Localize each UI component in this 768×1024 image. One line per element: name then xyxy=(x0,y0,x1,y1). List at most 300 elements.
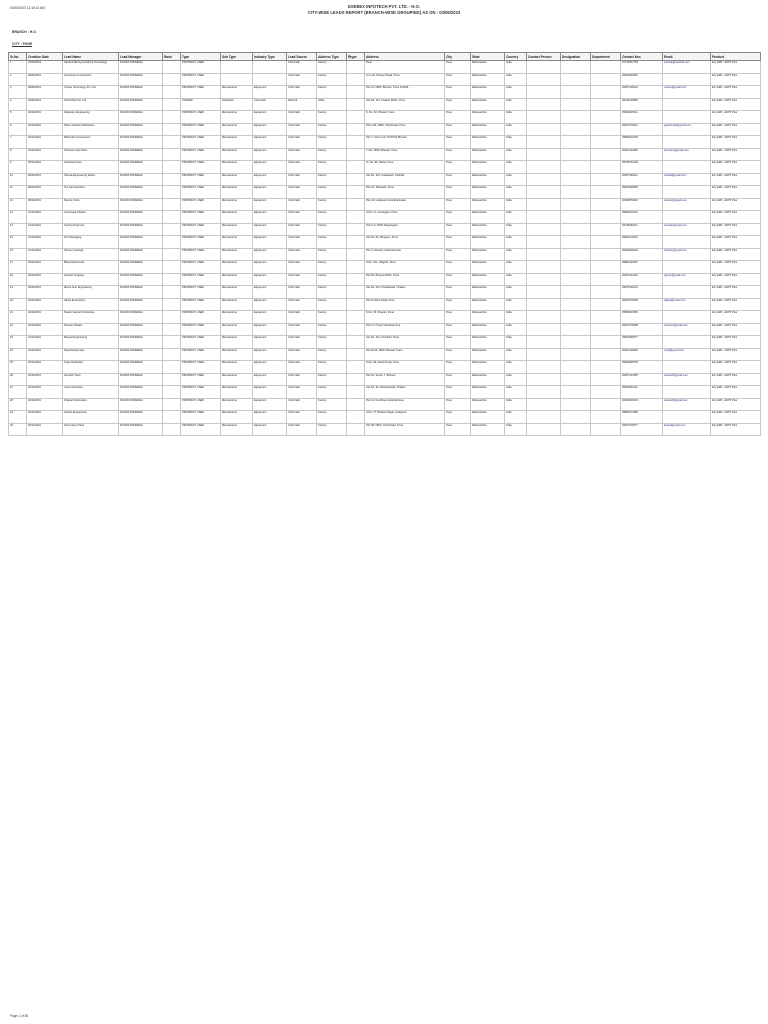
column-header: Industry Type xyxy=(253,53,287,61)
rank-cell xyxy=(163,173,181,186)
table-row xyxy=(9,186,761,199)
country-cell: India xyxy=(505,286,527,299)
lead-source-cell: Cold Calls xyxy=(287,161,317,174)
sub-type-cell: Manufacturer xyxy=(221,361,253,374)
city-cell: Pune xyxy=(445,73,471,86)
type-cell: PROSPECT USER xyxy=(181,411,221,424)
department-cell xyxy=(591,73,621,86)
address-type-cell: Factory xyxy=(317,136,347,149)
contact-person-cell xyxy=(527,136,561,149)
city-cell: Pune xyxy=(445,348,471,361)
table-row xyxy=(9,273,761,286)
state-cell: Maharashtra xyxy=(471,98,505,111)
lead-manager-cell: ROHINI PARDESHI xyxy=(119,411,163,424)
lead-name-cell: Shivam Castings xyxy=(63,248,119,261)
lead-source-cell: Cold Calls xyxy=(287,386,317,399)
contact-nos-cell: 02027120456 xyxy=(621,148,663,161)
lead-source-cell: Cold Calls xyxy=(287,186,317,199)
contact-nos-cell: 02027670055 xyxy=(621,298,663,311)
lead-source-cell: Cold Calls xyxy=(287,273,317,286)
city-cell: Pune xyxy=(445,111,471,124)
rank-cell xyxy=(163,411,181,424)
table-row xyxy=(9,211,761,224)
state-cell: Maharashtra xyxy=(471,148,505,161)
country-cell: India xyxy=(505,148,527,161)
type-cell: PROSPECT USER xyxy=(181,211,221,224)
type-cell: PROSPECT USER xyxy=(181,248,221,261)
address-cell: Plot 8, Dehu Road, Pune xyxy=(365,298,445,311)
sub-type-cell: Manufacturer xyxy=(221,423,253,436)
type-cell: PROSPECT USER xyxy=(181,161,221,174)
address-cell: S.No. 48, Alandi Road, Pune xyxy=(365,361,445,374)
department-cell xyxy=(591,136,621,149)
email-cell: shivam@gmail.com xyxy=(663,248,711,261)
column-header: Contact Person xyxy=(527,53,561,61)
designation-cell xyxy=(561,336,591,349)
state-cell: Maharashtra xyxy=(471,398,505,411)
table-row xyxy=(9,411,761,424)
contact-nos-cell: 09881234567 xyxy=(621,261,663,274)
department-cell xyxy=(591,386,621,399)
lead-manager-cell: ROHINI PARDESHI xyxy=(119,148,163,161)
address-cell: Plot W-14, MIDC Bhosari, Pune xyxy=(365,348,445,361)
address-cell: Plot 12, MIDC Bhosari, Pune 411026 xyxy=(365,86,445,99)
column-header: Country xyxy=(505,53,527,61)
lead-name-cell: Aditya Enterprises xyxy=(63,298,119,311)
creation-date-cell: 02/11/2019 xyxy=(27,123,63,136)
contact-person-cell xyxy=(527,286,561,299)
table-row xyxy=(9,361,761,374)
country-cell: India xyxy=(505,198,527,211)
lead-manager-cell: ROHINI PARDESHI xyxy=(119,386,163,399)
designation-cell xyxy=(561,398,591,411)
creation-date-cell: 02/11/2019 xyxy=(27,111,63,124)
contact-nos-cell: 09923345566 xyxy=(621,186,663,199)
lead-name-cell: Sai Enterprises xyxy=(63,161,119,174)
table-row xyxy=(9,261,761,274)
city-cell: Pune xyxy=(445,236,471,249)
address-type-cell: Factory xyxy=(317,286,347,299)
type-cell: PROSPECT USER xyxy=(181,111,221,124)
designation-cell xyxy=(561,261,591,274)
product-cell: Ezy ERP - ADPT Plus xyxy=(711,286,761,299)
department-cell xyxy=(591,223,621,236)
department-cell xyxy=(591,173,621,186)
rtype-cell xyxy=(347,336,365,349)
lead-manager-cell: ROHINI PARDESHI xyxy=(119,261,163,274)
creation-date-cell: 20/06/2019 xyxy=(27,61,63,74)
contact-person-cell xyxy=(527,236,561,249)
column-header: Email xyxy=(663,53,711,61)
address-cell: Plot 44, Hadapsar Industrial Estate xyxy=(365,198,445,211)
product-cell: Ezy ERP - ADPT Plus xyxy=(711,136,761,149)
country-cell: India xyxy=(505,398,527,411)
state-cell: Maharashtra xyxy=(471,198,505,211)
country-cell: India xyxy=(505,61,527,74)
country-cell: India xyxy=(505,186,527,199)
designation-cell xyxy=(561,311,591,324)
address-cell: Pune xyxy=(365,61,445,74)
creation-date-cell: 18/11/2019 xyxy=(27,273,63,286)
product-cell: Ezy ERP - ADPT Plus xyxy=(711,223,761,236)
department-cell xyxy=(591,198,621,211)
department-cell xyxy=(591,411,621,424)
rtype-cell xyxy=(347,211,365,224)
address-type-cell: Factory xyxy=(317,261,347,274)
email-cell: sunrise@gmail.com xyxy=(663,223,711,236)
rtype-cell xyxy=(347,61,365,74)
designation-cell xyxy=(561,173,591,186)
branch-label: BRANCH : H.O. xyxy=(12,30,37,34)
sr-no-cell: 8 xyxy=(9,148,27,161)
country-cell: India xyxy=(505,211,527,224)
creation-date-cell: 30/11/2019 xyxy=(27,423,63,436)
lead-name-cell: Samarth Tools xyxy=(63,373,119,386)
rank-cell xyxy=(163,161,181,174)
rank-cell xyxy=(163,323,181,336)
country-cell: India xyxy=(505,311,527,324)
address-type-cell: Factory xyxy=(317,223,347,236)
rank-cell xyxy=(163,111,181,124)
table-row xyxy=(9,373,761,386)
industry-type-cell: Equipment xyxy=(253,148,287,161)
column-header: Designation xyxy=(561,53,591,61)
product-cell: Ezy ERP - ADPT Plus xyxy=(711,111,761,124)
designation-cell xyxy=(561,211,591,224)
creation-date-cell: 22/11/2019 xyxy=(27,348,63,361)
rtype-cell xyxy=(347,348,365,361)
rtype-cell xyxy=(347,86,365,99)
address-type-cell: Factory xyxy=(317,411,347,424)
email-cell xyxy=(663,261,711,274)
designation-cell xyxy=(561,223,591,236)
type-cell: PROSPECT USER xyxy=(181,386,221,399)
city-cell: Pune xyxy=(445,386,471,399)
designation-cell xyxy=(561,161,591,174)
contact-nos-cell: 02027121133 xyxy=(621,273,663,286)
lead-source-cell: Cold Calls xyxy=(287,236,317,249)
creation-date-cell: 08/11/2019 xyxy=(27,173,63,186)
lead-manager-cell: ROHINI PARDESHI xyxy=(119,61,163,74)
address-type-cell: Factory xyxy=(317,198,347,211)
country-cell: India xyxy=(505,73,527,86)
address-cell: S.no 42, Dhayari Road, Pune xyxy=(365,73,445,86)
sub-type-cell: Manufacturer xyxy=(221,311,253,324)
lead-manager-cell: ROHINI PARDESHI xyxy=(119,186,163,199)
sr-no-cell: 11 xyxy=(9,186,27,199)
designation-cell xyxy=(561,361,591,374)
sr-no-cell: 6 xyxy=(9,123,27,136)
lead-manager-cell: ROHINI PARDESHI xyxy=(119,86,163,99)
lead-source-cell: Cold Calls xyxy=(287,73,317,86)
table-row xyxy=(9,298,761,311)
sub-type-cell: Manufacturer xyxy=(221,398,253,411)
table-row xyxy=(9,173,761,186)
rank-cell xyxy=(163,223,181,236)
contact-nos-cell: 07710067765 xyxy=(621,61,663,74)
type-cell: PROSPECT USER xyxy=(181,86,221,99)
industry-type-cell: Equipment xyxy=(253,336,287,349)
department-cell xyxy=(591,361,621,374)
address-cell: S.No. 101, Wagholi, Pune xyxy=(365,261,445,274)
industry-type-cell: Equipment xyxy=(253,186,287,199)
contact-person-cell xyxy=(527,373,561,386)
rtype-cell xyxy=(347,273,365,286)
department-cell xyxy=(591,373,621,386)
sr-no-cell: 13 xyxy=(9,211,27,224)
email-cell xyxy=(663,136,711,149)
contact-nos-cell: 02025290044 xyxy=(621,248,663,261)
address-type-cell: Factory xyxy=(317,186,347,199)
contact-person-cell xyxy=(527,161,561,174)
lead-source-cell: Cold Calls xyxy=(287,398,317,411)
column-header: Address xyxy=(365,53,445,61)
type-cell: PROSPECT USER xyxy=(181,323,221,336)
sr-no-cell: 21 xyxy=(9,311,27,324)
state-cell: Maharashtra xyxy=(471,173,505,186)
address-type-cell: Factory xyxy=(317,423,347,436)
department-cell xyxy=(591,98,621,111)
rank-cell xyxy=(163,86,181,99)
address-cell: Gat No. 114, Chakan MIDC, Pune xyxy=(365,98,445,111)
lead-name-cell: Prakash Fabrication xyxy=(63,398,119,411)
lead-manager-cell: ROHINI PARDESHI xyxy=(119,98,163,111)
sub-type-cell: Manufacturer xyxy=(221,236,253,249)
rtype-cell xyxy=(347,98,365,111)
industry-type-cell: Equipment xyxy=(253,86,287,99)
rank-cell xyxy=(163,386,181,399)
industry-type-cell: Equipment xyxy=(253,173,287,186)
city-cell: Pune xyxy=(445,373,471,386)
address-cell: Plot 3, Shivane Industrial Area xyxy=(365,248,445,261)
lead-name-cell: Sunrise Polymers xyxy=(63,223,119,236)
industry-type-cell: Chemicals xyxy=(253,98,287,111)
country-cell: India xyxy=(505,173,527,186)
industry-type-cell: Equipment xyxy=(253,348,287,361)
address-cell: Plot 7, Sector 10, PCNTDA Bhosari xyxy=(365,136,445,149)
address-type-cell: Factory xyxy=(317,86,347,99)
address-cell: T-112, MIDC Bhosari, Pune xyxy=(365,148,445,161)
sub-type-cell: Manufacturer xyxy=(221,136,253,149)
lead-name-cell: Om Sai Industries xyxy=(63,186,119,199)
type-cell: PROSPECT USER xyxy=(181,373,221,386)
state-cell: Maharashtra xyxy=(471,223,505,236)
lead-manager-cell: ROHINI PARDESHI xyxy=(119,423,163,436)
lead-source-cell: Cold Calls xyxy=(287,361,317,374)
contact-person-cell xyxy=(527,211,561,224)
city-cell: Pune xyxy=(445,186,471,199)
column-header: Rtype xyxy=(347,53,365,61)
state-cell: Maharashtra xyxy=(471,423,505,436)
address-cell: Plot C-9, MIDC Ranjangaon xyxy=(365,223,445,236)
contact-nos-cell: 02026930033 xyxy=(621,398,663,411)
address-type-cell: Office xyxy=(317,98,347,111)
contact-nos-cell: 02027476677 xyxy=(621,423,663,436)
state-cell: Maharashtra xyxy=(471,286,505,299)
industry-type-cell: Equipment xyxy=(253,361,287,374)
column-header: Type xyxy=(181,53,221,61)
rank-cell xyxy=(163,248,181,261)
table-row xyxy=(9,73,761,86)
email-cell xyxy=(663,111,711,124)
designation-cell xyxy=(561,386,591,399)
designation-cell xyxy=(561,73,591,86)
contact-person-cell xyxy=(527,173,561,186)
column-header: Rank xyxy=(163,53,181,61)
industry-type-cell: Equipment xyxy=(253,211,287,224)
type-cell: PROSPECT USER xyxy=(181,311,221,324)
lead-manager-cell: ROHINI PARDESHI xyxy=(119,173,163,186)
column-header: Address Type xyxy=(317,53,347,61)
sub-type-cell: Manufacturer xyxy=(221,286,253,299)
industry-type-cell: Equipment xyxy=(253,373,287,386)
rank-cell xyxy=(163,123,181,136)
state-cell: Maharashtra xyxy=(471,86,505,99)
creation-date-cell: 26/11/2019 xyxy=(27,398,63,411)
lead-manager-cell: ROHINI PARDESHI xyxy=(119,223,163,236)
creation-date-cell: 20/06/2019 xyxy=(27,86,63,99)
table-row xyxy=(9,86,761,99)
contact-nos-cell: 09970011223 xyxy=(621,286,663,299)
sub-type-cell: Manufacturer xyxy=(221,111,253,124)
city-cell: Pune xyxy=(445,336,471,349)
creation-date-cell: 26/11/2019 xyxy=(27,361,63,374)
country-cell: India xyxy=(505,111,527,124)
lead-manager-cell: ROHINI PARDESHI xyxy=(119,323,163,336)
email-cell xyxy=(663,286,711,299)
designation-cell xyxy=(561,186,591,199)
type-cell: TRADER xyxy=(181,98,221,111)
rtype-cell xyxy=(347,411,365,424)
address-type-cell: Factory xyxy=(317,123,347,136)
table-row xyxy=(9,398,761,411)
address-type-cell: Factory xyxy=(317,236,347,249)
state-cell: Maharashtra xyxy=(471,111,505,124)
product-cell: Ezy ERP - ADPT Plus xyxy=(711,336,761,349)
rank-cell xyxy=(163,336,181,349)
address-cell: Gat No. 66, Bhugaon, Pune xyxy=(365,236,445,249)
sub-type-cell: Manufacturer xyxy=(221,198,253,211)
city-cell: Pune xyxy=(445,173,471,186)
department-cell xyxy=(591,148,621,161)
table-row xyxy=(9,311,761,324)
industry-type-cell: Equipment xyxy=(253,286,287,299)
report-header xyxy=(4,0,764,16)
contact-person-cell xyxy=(527,298,561,311)
department-cell xyxy=(591,86,621,99)
rank-cell xyxy=(163,186,181,199)
city-cell: Pune xyxy=(445,411,471,424)
sub-type-cell xyxy=(221,73,253,86)
lead-name-cell: Unique Technology Pvt. Ltd. xyxy=(63,86,119,99)
rtype-cell xyxy=(347,386,365,399)
rtype-cell xyxy=(347,398,365,411)
table-body xyxy=(9,61,761,436)
creation-date-cell: 02/11/2019 xyxy=(27,136,63,149)
state-cell: Maharashtra xyxy=(471,361,505,374)
designation-cell xyxy=(561,273,591,286)
industry-type-cell: Equipment xyxy=(253,311,287,324)
contact-nos-cell: 02027120044 xyxy=(621,86,663,99)
address-cell: Plot 17, Pimpri Industrial Area xyxy=(365,323,445,336)
state-cell: Maharashtra xyxy=(471,136,505,149)
column-header: State xyxy=(471,53,505,61)
lead-name-cell: Bharat Electricals xyxy=(63,261,119,274)
address-type-cell: Factory xyxy=(317,111,347,124)
rank-cell xyxy=(163,348,181,361)
creation-date-cell: 08/11/2019 xyxy=(27,186,63,199)
report-page xyxy=(4,0,764,1024)
product-cell: Ezy ERP - ADPT Plus xyxy=(711,398,761,411)
lead-name-cell: Ganesh Forgings xyxy=(63,273,119,286)
designation-cell xyxy=(561,323,591,336)
industry-type-cell: Equipment xyxy=(253,223,287,236)
report-title: CITY-WISE LEADS REPORT (BRANCH-WISE GROUPING) AS ON : 03/06/2023 xyxy=(307,10,461,15)
address-cell: Gat No. 412, Chimbali, Pune xyxy=(365,336,445,349)
product-cell: Ezy ERP - ADPT Plus xyxy=(711,261,761,274)
address-type-cell: Factory xyxy=(317,348,347,361)
sr-no-cell: 1 xyxy=(9,61,27,74)
designation-cell xyxy=(561,123,591,136)
email-cell xyxy=(663,73,711,86)
sub-type-cell xyxy=(221,61,253,74)
lead-manager-cell: ROHINI PARDESHI xyxy=(119,361,163,374)
page-number: Page 1 of 36 xyxy=(10,1014,29,1018)
country-cell: India xyxy=(505,136,527,149)
rtype-cell xyxy=(347,236,365,249)
address-type-cell: Factory xyxy=(317,323,347,336)
contact-person-cell xyxy=(527,186,561,199)
rtype-cell xyxy=(347,361,365,374)
sr-no-cell: 20 xyxy=(9,298,27,311)
creation-date-cell: 12/11/2019 xyxy=(27,236,63,249)
sub-type-cell: Manufacturer xyxy=(221,386,253,399)
state-cell: Maharashtra xyxy=(471,373,505,386)
sub-type-cell: Manufacturer xyxy=(221,161,253,174)
column-header: Product xyxy=(711,53,761,61)
email-cell xyxy=(663,411,711,424)
state-cell: Maharashtra xyxy=(471,323,505,336)
rtype-cell xyxy=(347,173,365,186)
designation-cell xyxy=(561,198,591,211)
lead-manager-cell: ROHINI PARDESHI xyxy=(119,236,163,249)
designation-cell xyxy=(561,86,591,99)
lead-source-cell: Cold Calls xyxy=(287,136,317,149)
department-cell xyxy=(591,348,621,361)
column-header: Contact Nos xyxy=(621,53,663,61)
sub-type-cell: Manufacturer xyxy=(221,248,253,261)
state-cell: Maharashtra xyxy=(471,298,505,311)
rtype-cell xyxy=(347,186,365,199)
department-cell xyxy=(591,336,621,349)
address-cell: Gat No. 201, Kharabwadi, Chakan xyxy=(365,286,445,299)
type-cell: PROSPECT USER xyxy=(181,73,221,86)
email-cell: vishwa@gmail.com xyxy=(663,173,711,186)
address-type-cell: Factory xyxy=(317,361,347,374)
address-cell: S.No. 77, Bhekrai Nagar, Hadapsar xyxy=(365,411,445,424)
city-cell: Pune xyxy=(445,311,471,324)
country-cell: India xyxy=(505,223,527,236)
rtype-cell xyxy=(347,223,365,236)
contact-person-cell xyxy=(527,423,561,436)
contact-person-cell xyxy=(527,273,561,286)
lead-source-cell: Cold Calls xyxy=(287,198,317,211)
lead-name-cell: Tejas Hydraulics xyxy=(63,361,119,374)
column-header: City xyxy=(445,53,471,61)
address-cell: Plot 21, Talawade, Pune xyxy=(365,186,445,199)
lead-source-cell: Cold Calls xyxy=(287,286,317,299)
lead-source-cell: Cold Calls xyxy=(287,248,317,261)
